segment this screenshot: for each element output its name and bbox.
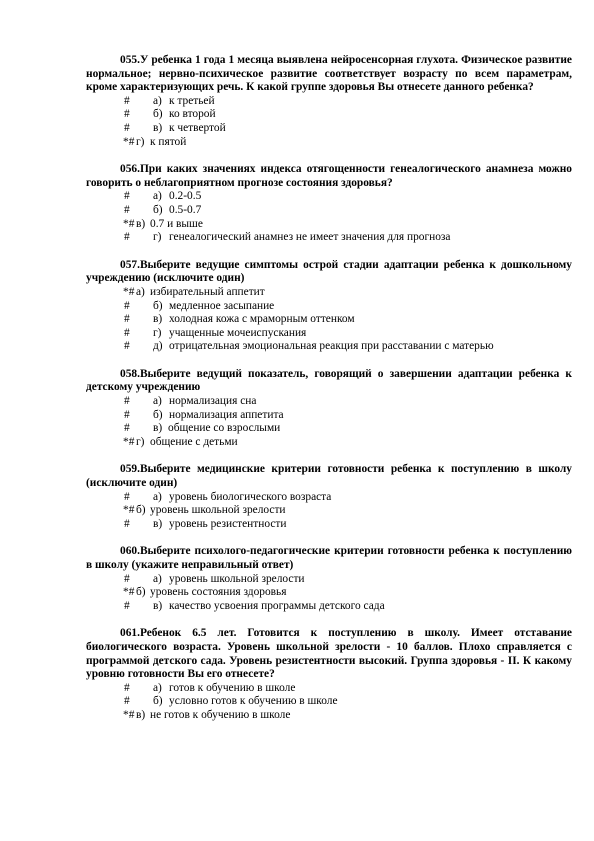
answer-letter: д): [153, 340, 163, 353]
answer-marker: #: [124, 695, 130, 708]
answer-letter: б): [153, 203, 163, 216]
question-body: Выберите ведущий показатель, говорящий о завершении адаптации ребенка к детскому учреждению: [86, 367, 572, 394]
answer-marker: #: [124, 108, 130, 121]
answer-letter: а): [153, 190, 162, 203]
answer-marker: *#: [123, 586, 135, 599]
answer-letter: г): [153, 326, 162, 339]
answer-option: [86, 573, 572, 587]
answer-text: холодная кожа с мраморным оттенком: [169, 313, 355, 326]
answer-option: [86, 313, 572, 327]
answer-marker: #: [124, 681, 130, 694]
answer-text: учащенные мочеиспускания: [169, 326, 307, 339]
answer-text: избирательный аппетит: [150, 285, 265, 298]
answer-marker: *#: [123, 217, 135, 230]
answer-letter: б): [136, 504, 146, 517]
answer-marker: #: [124, 422, 130, 435]
answer-text: уровень школьной зрелости: [150, 504, 286, 517]
answer-letter: б): [153, 695, 163, 708]
answer-letter: б): [153, 408, 163, 421]
answer-letter: а): [153, 395, 162, 408]
answer-marker: #: [124, 395, 130, 408]
answer-marker: *#: [123, 504, 135, 517]
answer-option: [86, 422, 572, 436]
answer-option-correct: [86, 136, 572, 150]
answer-text: готов к обучению в школе: [169, 681, 296, 694]
answer-marker: #: [124, 326, 130, 339]
question-text: [86, 368, 572, 395]
answer-text: не готов к обучению в школе: [150, 708, 291, 721]
answer-option: [86, 395, 572, 409]
answer-text: качество усвоения программы детского сада: [169, 599, 385, 612]
answer-letter: в): [153, 517, 163, 530]
answer-option: [86, 122, 572, 136]
answer-letter: а): [136, 285, 145, 298]
question-number: 057.: [120, 258, 140, 271]
answer-text: уровень состояния здоровья: [150, 586, 287, 599]
question-block: [86, 163, 572, 245]
answer-option: [86, 190, 572, 204]
answer-option: [86, 108, 572, 122]
answer-letter: б): [153, 299, 163, 312]
question-text: [86, 463, 572, 490]
answer-letter: б): [153, 108, 163, 121]
answer-letter: г): [153, 231, 162, 244]
answer-option: [86, 682, 572, 696]
questions-list: [86, 54, 572, 737]
answer-text: медленное засыпание: [169, 299, 275, 312]
question-number: 059.: [120, 463, 140, 476]
answer-text: генеалогический анамнез не имеет значения для прогноза: [169, 231, 451, 244]
question-block: [86, 259, 572, 354]
answer-marker: #: [124, 599, 130, 612]
question-body: Выберите медицинские критерии готовности ребенка к поступлению в школу (исключите один): [86, 463, 572, 490]
question-body: Ребенок 6.5 лет. Готовится к поступлению в школу. Имеет отставание биологического возраста. Уровень школьной зрелости - 10 баллов. Плохо справляется с программой детского сада. Уровень резистентности высокий. Группа здоровья - II. К какому уровню готовности Вы его отнесете?: [86, 627, 572, 681]
question-body: При каких значениях индекса отягощенности генеалогического анамнеза можно говорить о неблагоприятном прогнозе состояния здоровья?: [86, 163, 572, 189]
answer-letter: а): [153, 572, 162, 585]
answer-text: уровень биологического возраста: [169, 490, 332, 503]
answer-letter: г): [136, 135, 145, 148]
question-block: [86, 545, 572, 613]
answer-option: [86, 300, 572, 314]
answer-letter: в): [136, 217, 146, 230]
question-number: 055.: [120, 54, 140, 66]
answer-text: нормализация аппетита: [169, 408, 284, 421]
answer-option: [86, 600, 572, 614]
answer-text: уровень резистентности: [169, 517, 287, 530]
question-number: 061.: [120, 627, 140, 640]
question-block: [86, 463, 572, 531]
answer-letter: а): [153, 490, 162, 503]
answer-text: отрицательная эмоциональная реакция при расставании с матерью: [169, 340, 494, 353]
question-body: Выберите психолого-педагогические критерии готовности ребенка к поступлению в школу (укажите неправильный ответ): [86, 545, 572, 571]
answer-text: условно готов к обучению в школе: [169, 695, 338, 708]
answer-option-correct: [86, 286, 572, 300]
answer-option-correct: [86, 586, 572, 600]
question-block: [86, 54, 572, 149]
question-text: [86, 54, 572, 95]
answer-option-correct: [86, 709, 572, 723]
answer-letter: а): [153, 94, 162, 107]
answer-option: [86, 231, 572, 245]
answer-option: [86, 491, 572, 505]
question-text: [86, 163, 572, 190]
answer-option: [86, 409, 572, 423]
answer-text: к третьей: [169, 94, 215, 107]
answer-letter: в): [153, 599, 163, 612]
answer-option-correct: [86, 436, 572, 450]
question-number: 060.: [120, 545, 140, 558]
answer-letter: а): [153, 681, 162, 694]
answer-text: 0.2-0.5: [169, 190, 202, 203]
answer-marker: #: [124, 517, 130, 530]
question-block: [86, 627, 572, 722]
answer-text: общение с детьми: [150, 435, 238, 448]
answer-text: ко второй: [169, 108, 216, 121]
answer-marker: #: [124, 190, 130, 203]
answer-option-correct: [86, 218, 572, 232]
answer-text: к четвертой: [169, 121, 226, 134]
answer-option: [86, 204, 572, 218]
answer-letter: в): [153, 422, 163, 435]
answer-marker: #: [124, 490, 130, 503]
answer-marker: *#: [123, 435, 135, 448]
answer-marker: #: [124, 231, 130, 244]
question-body: У ребенка 1 года 1 месяца выявлена нейросенсорная глухота. Физическое развитие нормальное; нервно-психическое развитие соответствует возрасту по всем параметрам, кроме характеризующих речь. К какой группе здоровья Вы отнесете данного ребенка?: [86, 54, 572, 94]
answer-marker: *#: [123, 135, 135, 148]
answer-letter: б): [136, 586, 146, 599]
answer-marker: #: [124, 313, 130, 326]
question-text: [86, 627, 572, 681]
answer-marker: *#: [123, 285, 135, 298]
question-number: 058.: [120, 367, 140, 380]
answer-marker: #: [124, 94, 130, 107]
answer-letter: в): [153, 121, 163, 134]
question-text: [86, 545, 572, 572]
answer-option-correct: [86, 504, 572, 518]
answer-letter: в): [136, 708, 146, 721]
answer-text: нормализация сна: [169, 395, 257, 408]
answer-option: [86, 95, 572, 109]
answer-text: общение со взрослыми: [168, 422, 281, 435]
answer-option: [86, 518, 572, 532]
question-text: [86, 259, 572, 286]
question-block: [86, 368, 572, 450]
question-number: 056.: [120, 163, 140, 176]
answer-marker: #: [124, 572, 130, 585]
answer-text: к пятой: [150, 135, 187, 148]
answer-letter: в): [153, 313, 163, 326]
answer-marker: #: [124, 121, 130, 134]
answer-letter: г): [136, 435, 145, 448]
answer-marker: *#: [123, 708, 135, 721]
answer-text: уровень школьной зрелости: [169, 572, 305, 585]
answer-option: [86, 695, 572, 709]
answer-option: [86, 327, 572, 341]
answer-marker: #: [124, 340, 130, 353]
answer-marker: #: [124, 203, 130, 216]
answer-marker: #: [124, 408, 130, 421]
answer-text: 0.7 и выше: [150, 217, 203, 230]
answer-text: 0.5-0.7: [169, 203, 202, 216]
answer-option: [86, 340, 572, 354]
question-body: Выберите ведущие симптомы острой стадии адаптации ребенка к дошкольному учреждению (исключите один): [86, 258, 572, 285]
answer-marker: #: [124, 299, 130, 312]
